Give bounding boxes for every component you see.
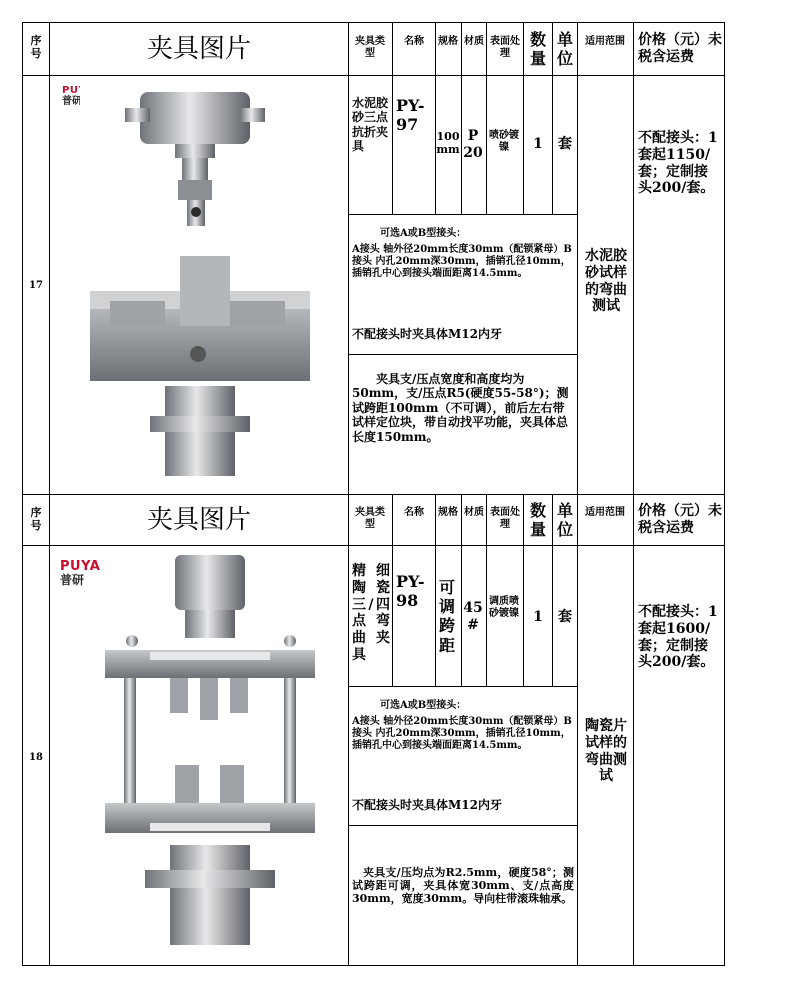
- header-scope: 适用范围: [585, 507, 625, 518]
- logo-en: PUYAN: [62, 85, 103, 96]
- options-note: 不配接头时夹具体M12内牙: [352, 798, 502, 812]
- header-spec: 规格: [438, 36, 458, 47]
- row-spec: 可调跨距: [438, 578, 455, 655]
- row-material: P20: [463, 128, 483, 161]
- header-type: 夹具类型: [355, 507, 385, 530]
- row-name: PY-98: [396, 572, 425, 611]
- row-unit: 套: [558, 136, 572, 152]
- header-material: 材质: [464, 507, 484, 518]
- row-scope: 水泥胶砂试样的弯曲测试: [585, 248, 627, 315]
- row-surface: 喷砂镀镍: [489, 130, 519, 153]
- row-qty: 1: [533, 609, 543, 625]
- header-name: 名称: [404, 36, 424, 47]
- header-surface: 表面处理: [490, 507, 520, 530]
- row-price: 不配接头：1套起1150/套；定制接头200/套。: [638, 130, 718, 197]
- row-desc: 夹具支/压点宽度和高度均为50mm，支/压点R5(硬度55-58°)；测试跨距100mm（不可调），前后左右带试样定位块，带自动找平功能，夹具体总长度150mm。: [352, 372, 569, 444]
- header-name: 名称: [404, 507, 424, 518]
- header-image: 夹具图片: [146, 34, 251, 64]
- header-type: 夹具类型: [355, 36, 385, 59]
- row-seq: 17: [29, 280, 43, 291]
- fixture-photo: [80, 86, 320, 486]
- header-unit: 单位: [556, 501, 573, 540]
- header-surface: 表面处理: [490, 36, 520, 59]
- header-scope: 适用范围: [585, 36, 625, 47]
- header-price: 价格（元）未税含运费: [638, 32, 722, 65]
- options-body: A接头 轴外径20mm长度30mm（配锁紧母）B接头 内孔20mm深30mm，插销孔径10mm，插销孔中心到接头端面距离14.5mm。: [352, 716, 572, 751]
- options-body: A接头 轴外径20mm长度30mm（配锁紧母）B接头 内孔20mm深30mm，插销孔径10mm，插销孔中心到接头端面距离14.5mm。: [352, 244, 572, 279]
- header-unit: 单位: [556, 30, 573, 69]
- row-unit: 套: [558, 609, 572, 625]
- row-qty: 1: [533, 136, 543, 152]
- header-material: 材质: [464, 36, 484, 47]
- header-spec: 规格: [438, 507, 458, 518]
- row-spec: 100mm: [436, 130, 460, 157]
- row-type: 水泥胶砂三点抗折夹具: [352, 96, 389, 154]
- options-note: 不配接头时夹具体M12内牙: [352, 327, 502, 341]
- row-seq: 18: [29, 752, 43, 763]
- header-seq: 序号: [30, 34, 42, 61]
- logo-zh: 普研: [60, 572, 85, 587]
- options-title: 可选A或B型接头：: [380, 228, 467, 239]
- row-desc: 夹具支/压均点为R2.5mm，硬度58°；测试跨距可调，夹具体宽30mm、支/点高度30mm，宽度30mm。导向柱带滚珠轴承。: [352, 866, 574, 906]
- logo-en: PUYAN: [60, 559, 112, 574]
- row-name: PY-97: [396, 96, 425, 135]
- header-image: 夹具图片: [146, 505, 251, 535]
- header-seq: 序号: [30, 506, 42, 533]
- row-surface: 调质喷砂镀镍: [489, 596, 519, 619]
- header-qty: 数量: [529, 501, 546, 540]
- header-price: 价格（元）未税含运费: [638, 503, 722, 536]
- logo-zh: 普研: [62, 95, 82, 107]
- row-price: 不配接头：1套起1600/套；定制接头200/套。: [638, 604, 718, 671]
- row-scope: 陶瓷片试样的弯曲测试: [585, 718, 627, 785]
- options-title: 可选A或B型接头：: [380, 700, 467, 711]
- row-type: 精细陶瓷三/四点弯曲夹具: [352, 563, 390, 663]
- row-material: 45#: [463, 600, 483, 633]
- fixture-photo: [100, 555, 320, 955]
- header-qty: 数量: [529, 30, 546, 69]
